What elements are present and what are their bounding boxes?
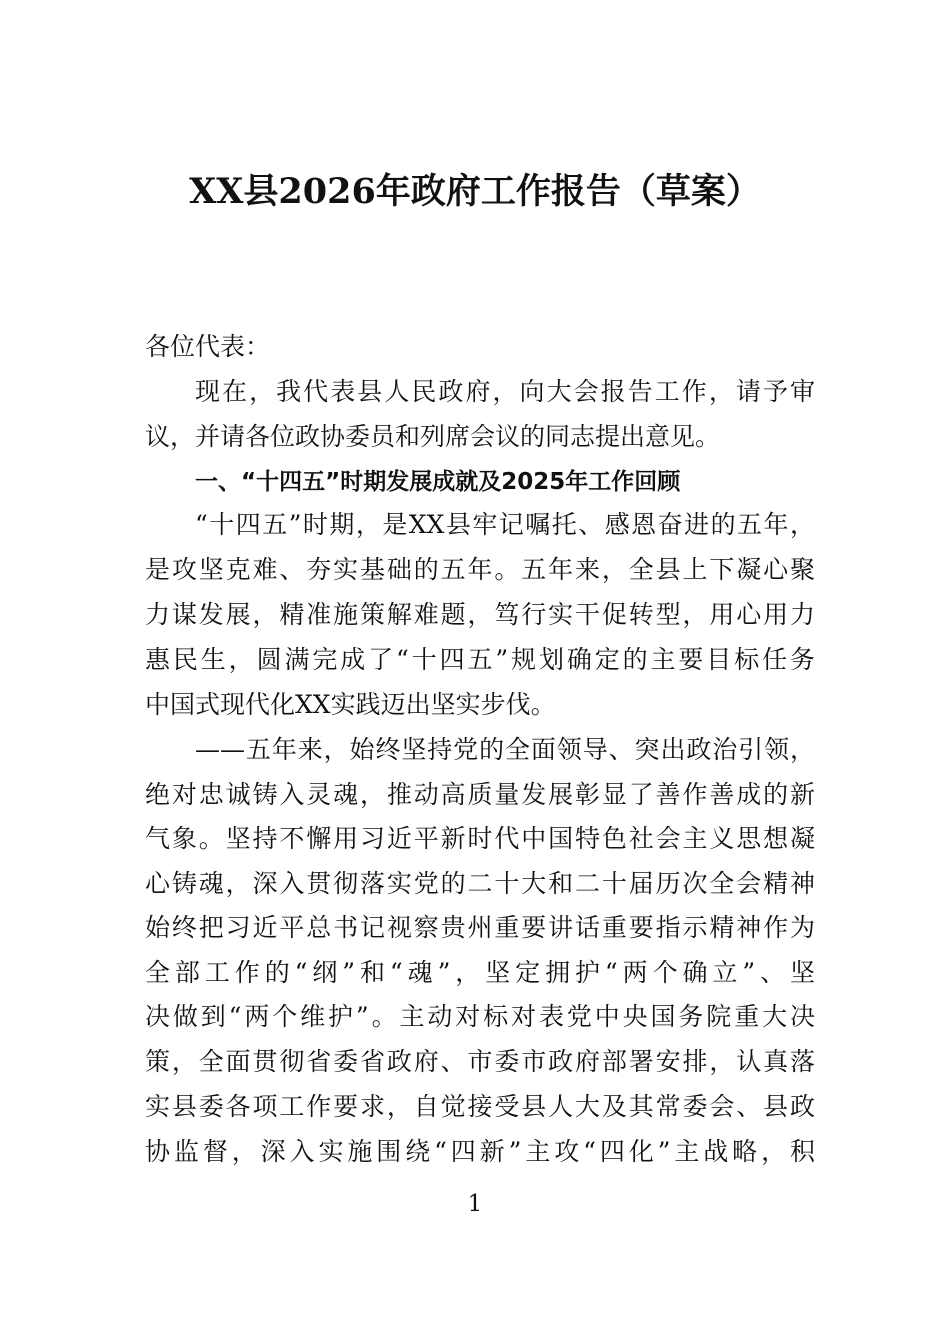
salutation: 各位代表：: [145, 332, 271, 361]
section-heading: 一、“十四五”时期发展成就及2025年工作回顾: [195, 469, 681, 495]
text-line: 始终把习近平总书记视察贵州重要讲话重要指示精神作为: [145, 913, 815, 942]
text-line: 现在，我代表县人民政府，向大会报告工作，请予审: [195, 377, 815, 406]
text-line: 是攻坚克难、夯实基础的五年。五年来，全县上下凝心聚: [145, 555, 815, 584]
document-title: XX县2026年政府工作报告（草案）: [189, 171, 761, 212]
text-line: 决做到“两个维护”。主动对标对表党中央国务院重大决: [145, 1002, 815, 1031]
text-line: 中国式现代化XX实践迈出坚实步伐。: [145, 690, 556, 719]
text-line: ——五年来，始终坚持党的全面领导、突出政治引领，: [195, 735, 815, 764]
text-line: 策，全面贯彻省委省政府、市委市政府部署安排，认真落: [145, 1047, 815, 1076]
text-line: 议，并请各位政协委员和列席会议的同志提出意见。: [145, 422, 721, 451]
text-line: 绝对忠诚铸入灵魂，推动高质量发展彰显了善作善成的新: [145, 780, 815, 809]
text-line: 惠民生，圆满完成了“十四五”规划确定的主要目标任务: [145, 645, 815, 674]
text-line: 心铸魂，深入贯彻落实党的二十大和二十届历次全会精神: [145, 869, 815, 898]
text-line: 协监督，深入实施围绕“四新”主攻“四化”主战略，积: [145, 1137, 815, 1166]
text-line: 实县委各项工作要求，自觉接受县人大及其常委会、县政: [145, 1092, 815, 1121]
text-line: 气象。坚持不懈用习近平新时代中国特色社会主义思想凝: [145, 824, 815, 853]
text-line: 全部工作的“纲”和“魂”，坚定拥护“两个确立”、坚: [145, 958, 815, 987]
text-line: 力谋发展，精准施策解难题，笃行实干促转型，用心用力: [145, 600, 815, 629]
text-line: “十四五”时期，是XX县牢记嘱托、感恩奋进的五年，: [195, 510, 815, 539]
page-number: 1: [467, 1191, 483, 1217]
